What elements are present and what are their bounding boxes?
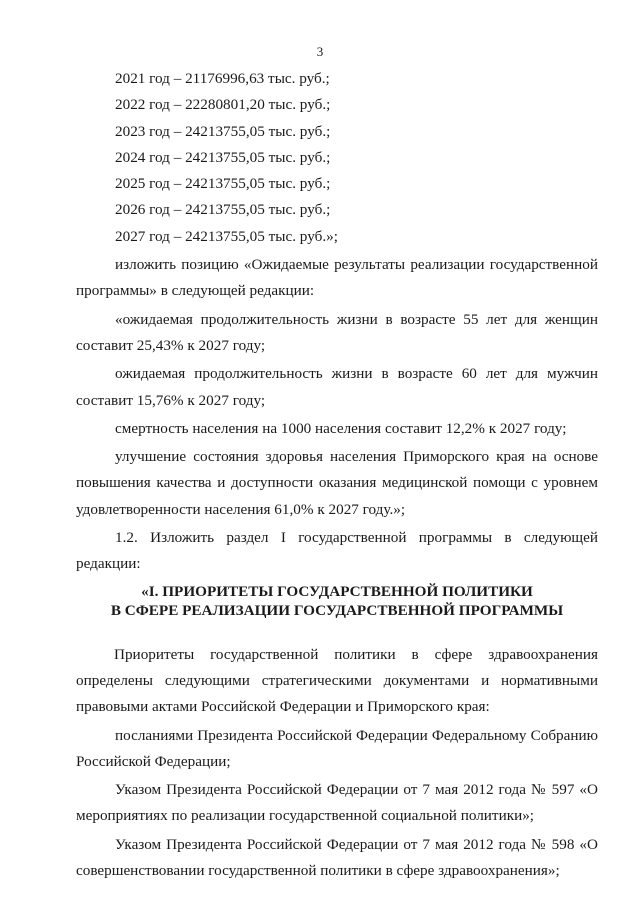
section-heading <box>76 582 598 620</box>
paragraph-priorities: Приоритеты государственной политики в сфере здравоохранения определены следующими стратегическими документами и нормативными правовыми актами Российской Федерации и Приморского края: <box>76 645 598 716</box>
document-body <box>76 66 598 884</box>
paragraph-expected-results: изложить позицию «Ожидаемые результаты реализации государственной программы» в следующей редакции: <box>76 256 598 300</box>
paragraph-decree-597: Указом Президента Российской Федерации от 7 мая 2012 года № 597 «О мероприятиях по реализации государственной социальной политики»; <box>76 781 598 825</box>
paragraph-men-life-expectancy: ожидаемая продолжительность жизни в возрасте 60 лет для мужчин составит 15,76% к 2027 году; <box>76 365 598 409</box>
funding-line-2023: 2023 год – 24213755,05 тыс. руб.; <box>115 122 331 140</box>
funding-line-2024: 2024 год – 24213755,05 тыс. руб.; <box>115 148 331 166</box>
funding-line-2027: 2027 год – 24213755,05 тыс. руб.»; <box>115 227 338 245</box>
section-heading-line-2: В СФЕРЕ РЕАЛИЗАЦИИ ГОСУДАРСТВЕННОЙ ПРОГРАММЫ <box>110 601 564 619</box>
paragraph-president-messages: посланиями Президента Российской Федерации Федеральному Собранию Российской Федерации; <box>76 726 598 770</box>
funding-line-2026: 2026 год – 24213755,05 тыс. руб.; <box>115 201 331 219</box>
paragraph-section-amendment: 1.2. Изложить раздел I государственной программы в следующей редакции: <box>76 529 598 573</box>
funding-line-2022: 2022 год – 22280801,20 тыс. руб.; <box>115 96 331 114</box>
paragraph-health-improvement: улучшение состояния здоровья населения Приморского края на основе повышения качества и доступности оказания медицинской помощи с уровнем удовлетворенности населения 61,0% к 2027 году.»; <box>76 448 598 518</box>
funding-line-2025: 2025 год – 24213755,05 тыс. руб.; <box>115 175 331 193</box>
funding-line-2021: 2021 год – 21176996,63 тыс. руб.; <box>115 70 330 87</box>
section-heading-line-1: «I. ПРИОРИТЕТЫ ГОСУДАРСТВЕННОЙ ПОЛИТИКИ <box>141 582 533 600</box>
paragraph-decree-598: Указом Президента Российской Федерации от 7 мая 2012 года № 598 «О совершенствовании государственной политики в сфере здравоохранения»; <box>76 835 598 880</box>
paragraph-women-life-expectancy: «ожидаемая продолжительность жизни в возрасте 55 лет для женщин составит 25,43% к 2027 году; <box>76 310 598 354</box>
paragraph-mortality: смертность населения на 1000 населения составит 12,2% к 2027 году; <box>115 419 567 437</box>
page-number: 3 <box>316 44 324 59</box>
